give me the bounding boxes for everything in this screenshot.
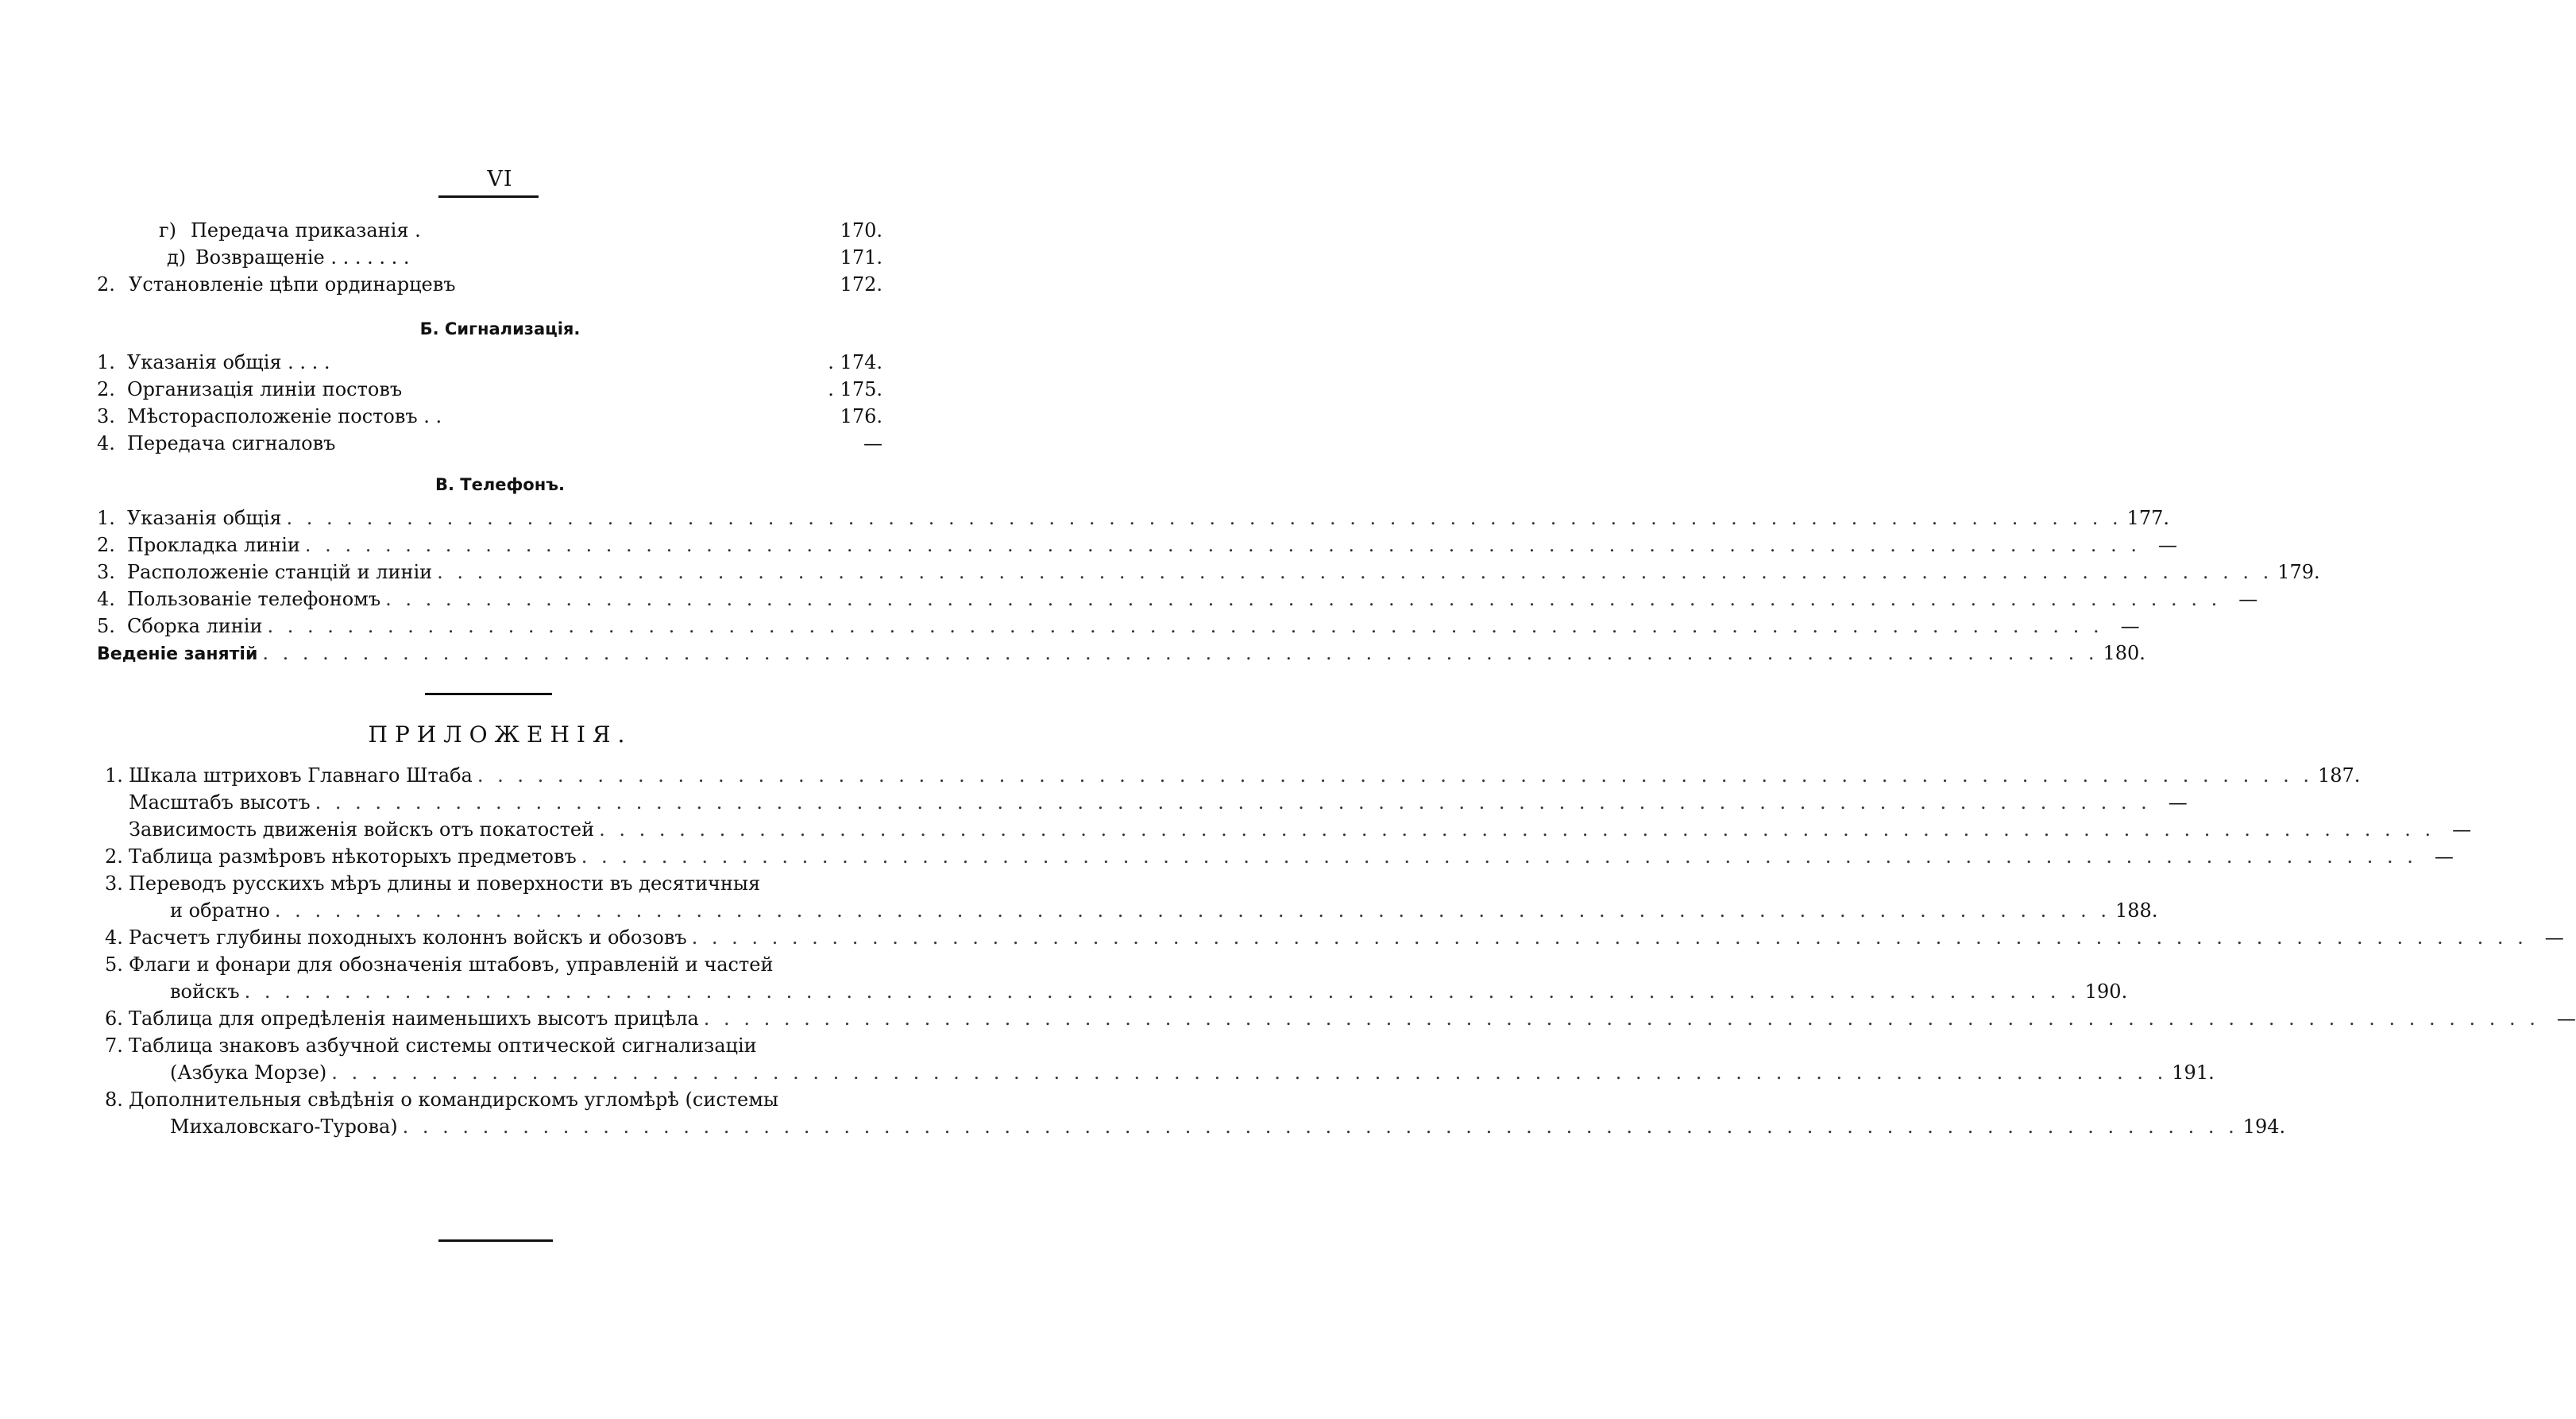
appendix-title: ПРИЛОЖЕНІЯ. bbox=[368, 721, 632, 748]
entry-page: — bbox=[2544, 926, 2564, 949]
end-rule bbox=[438, 1239, 553, 1242]
toc-entry bbox=[105, 1087, 889, 1112]
entry-title: Таблица размѣровъ нѣкоторыхъ предметовъ bbox=[129, 845, 577, 868]
toc-entry-continuation bbox=[170, 898, 2158, 923]
leader bbox=[275, 898, 2111, 923]
entry-number: 3. bbox=[97, 405, 115, 427]
entry-page: 177. bbox=[2126, 507, 2170, 529]
entry-page: — bbox=[2120, 615, 2140, 637]
entry-title: Михаловскаго-Турова) bbox=[170, 1115, 398, 1138]
entry-number: д) bbox=[167, 246, 187, 269]
entry-number: 1. bbox=[97, 507, 115, 529]
entry-page: — bbox=[2556, 1007, 2576, 1030]
toc-entry bbox=[129, 817, 2472, 842]
entry-page: 191. bbox=[2172, 1061, 2215, 1084]
entry-title: Шкала штриховъ Главнаго Штаба bbox=[129, 764, 473, 787]
entry-page: 187. bbox=[2317, 764, 2361, 787]
entry-title: Пользованіе телефономъ bbox=[127, 588, 381, 610]
entry-page: — bbox=[2168, 791, 2188, 814]
toc-entry-continuation bbox=[170, 1060, 2215, 1085]
leader bbox=[477, 763, 2313, 788]
entry-page: — bbox=[2158, 534, 2178, 556]
entry-number: 7. bbox=[105, 1034, 123, 1057]
entry-page: 176. bbox=[840, 405, 882, 427]
entry-title: Переводъ русскихъ мѣръ длины и поверхности въ десятичныя bbox=[129, 872, 761, 895]
toc-entry bbox=[105, 1033, 889, 1058]
section-heading: В. Телефонъ. bbox=[434, 475, 566, 494]
entry-page: 194. bbox=[2242, 1115, 2286, 1138]
entry-title: Масштабъ высотъ bbox=[129, 791, 311, 814]
entry-number: 6. bbox=[105, 1007, 123, 1030]
entry-title: и обратно bbox=[170, 899, 270, 922]
entry-number: 5. bbox=[105, 953, 123, 976]
leader bbox=[581, 844, 2417, 869]
entry-page: 180. bbox=[2103, 642, 2145, 664]
toc-entry bbox=[97, 350, 882, 375]
entry-number: 1. bbox=[105, 764, 123, 787]
entry-number: 4. bbox=[105, 926, 123, 949]
entry-title: Зависимость движенія войскъ отъ покатостей bbox=[129, 818, 595, 841]
entry-title: войскъ bbox=[170, 980, 240, 1003]
entry-page: — bbox=[863, 432, 882, 454]
entry-number: г) bbox=[159, 219, 176, 242]
entry-number: 1. bbox=[97, 351, 115, 373]
toc-entry bbox=[97, 404, 882, 429]
entry-title: Установленіе цѣпи ординарцевъ bbox=[129, 273, 456, 296]
entry-page: 190. bbox=[2084, 980, 2128, 1003]
entry-title: Веденіе занятій bbox=[97, 644, 258, 664]
toc-entry bbox=[97, 613, 2140, 639]
entry-title: Расположеніе станцій и линіи bbox=[127, 561, 433, 583]
entry-title: Прокладка линіи bbox=[127, 534, 300, 556]
leader bbox=[287, 505, 2122, 531]
entry-title: Передача приказанія . bbox=[191, 219, 421, 242]
leader bbox=[305, 532, 2141, 558]
leader bbox=[704, 1006, 2539, 1031]
toc-entry bbox=[97, 532, 2178, 558]
leader bbox=[385, 586, 2221, 612]
section-rule bbox=[425, 693, 552, 695]
folio-rule bbox=[438, 195, 539, 198]
entry-title: Расчетъ глубины походныхъ колоннъ войскъ и обозовъ bbox=[129, 926, 687, 949]
toc-entry bbox=[105, 871, 889, 896]
toc-entry bbox=[159, 218, 882, 243]
leader bbox=[599, 817, 2435, 842]
entry-number: 5. bbox=[97, 615, 115, 637]
toc-entry-continuation bbox=[170, 979, 2128, 1004]
entry-title: Сборка линіи bbox=[127, 615, 263, 637]
entry-title: Возвращеніе . . . . . . . bbox=[195, 246, 410, 269]
entry-page: — bbox=[2452, 818, 2472, 841]
toc-entry bbox=[97, 559, 2320, 585]
entry-title: Указанія общія bbox=[127, 507, 282, 529]
entry-page: . 174. bbox=[828, 351, 882, 373]
entry-title: Таблица для опредѣленія наименьшихъ высотъ прицѣла bbox=[129, 1007, 699, 1030]
entry-page: 172. bbox=[840, 273, 882, 296]
entry-page: 179. bbox=[2277, 561, 2320, 583]
toc-entry bbox=[97, 272, 882, 297]
entry-title: Указанія общія . . . . bbox=[127, 351, 330, 373]
page-number: VI bbox=[487, 167, 513, 191]
leader bbox=[262, 640, 2098, 666]
entry-number: 4. bbox=[97, 588, 115, 610]
leader bbox=[331, 1060, 2167, 1085]
toc-entry bbox=[105, 1006, 2576, 1031]
entry-page: — bbox=[2434, 845, 2454, 868]
entry-title: Мѣсторасположеніе постовъ . . bbox=[127, 405, 442, 427]
toc-entry bbox=[97, 586, 2258, 612]
leader bbox=[245, 979, 2080, 1004]
leader bbox=[267, 613, 2103, 639]
entry-number: 2. bbox=[97, 378, 115, 400]
entry-number: 8. bbox=[105, 1088, 123, 1111]
entry-title: Передача сигналовъ bbox=[127, 432, 336, 454]
entry-page: 171. bbox=[840, 246, 882, 269]
entry-title: Организація линіи постовъ bbox=[127, 378, 403, 400]
entry-page: 188. bbox=[2115, 899, 2158, 922]
toc-entry bbox=[97, 377, 882, 402]
entry-number: 2. bbox=[97, 273, 115, 296]
entry-title: Флаги и фонари для обозначенія штабовъ, управленій и частей bbox=[129, 953, 774, 976]
toc-entry bbox=[129, 790, 2188, 815]
entry-number: 3. bbox=[105, 872, 123, 895]
leader bbox=[437, 559, 2273, 585]
leader bbox=[692, 925, 2528, 950]
entry-page: — bbox=[2238, 588, 2258, 610]
entry-title: Дополнительныя свѣдѣнія о командирскомъ угломѣрѣ (системы bbox=[129, 1088, 779, 1111]
toc-entry bbox=[97, 505, 2170, 531]
toc-entry bbox=[167, 245, 882, 270]
toc-entry-final bbox=[97, 640, 2145, 667]
entry-number: 2. bbox=[105, 845, 123, 868]
entry-page: . 175. bbox=[828, 378, 882, 400]
toc-entry-continuation bbox=[170, 1114, 2286, 1139]
toc-entry bbox=[105, 844, 2454, 869]
entry-number: 2. bbox=[97, 534, 115, 556]
toc-entry bbox=[105, 763, 2361, 788]
toc-entry bbox=[105, 952, 889, 977]
leader bbox=[315, 790, 2151, 815]
leader bbox=[403, 1114, 2238, 1139]
toc-entry bbox=[97, 431, 882, 456]
section-heading: Б. Сигнализація. bbox=[419, 319, 581, 338]
entry-number: 3. bbox=[97, 561, 115, 583]
entry-title: Таблица знаковъ азбучной системы оптической сигнализаціи bbox=[129, 1034, 757, 1057]
entry-page: 170. bbox=[840, 219, 882, 242]
entry-title: (Азбука Морзе) bbox=[170, 1061, 327, 1084]
entry-number: 4. bbox=[97, 432, 115, 454]
toc-entry bbox=[105, 925, 2564, 950]
